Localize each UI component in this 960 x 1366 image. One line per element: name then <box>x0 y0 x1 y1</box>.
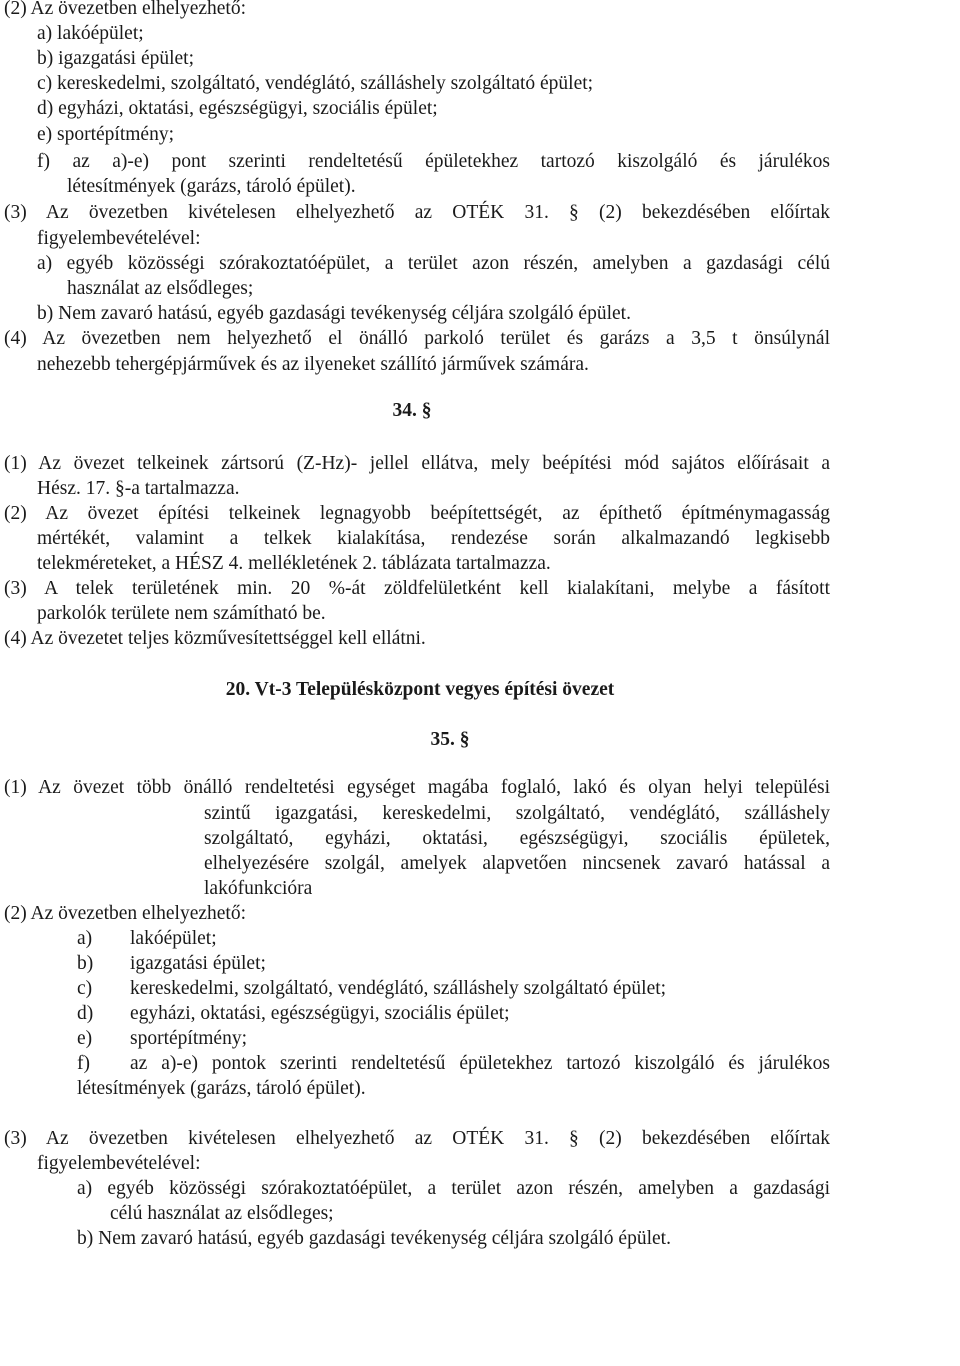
list-marker-b: b) <box>77 953 94 974</box>
list-marker-f: f) <box>77 1053 90 1074</box>
paragraph-2-cont: mértékét, valamint a telkek kialakítása, rendezése során alkalmazandó legkisebb <box>37 528 830 549</box>
paragraph-2-heading: (2) Az övezetben elhelyezhető: <box>4 0 247 19</box>
list-item-a: a) egyéb közösségi szórakoztatóépület, a terület azon részén, amelyben a gazdasági <box>77 1178 830 1199</box>
list-item-b: igazgatási épület; <box>130 953 266 974</box>
chapter-20-heading: 20. Vt-3 Településközpont vegyes építési övezet <box>225 679 615 700</box>
list-item-f: f) az a)-e) pont szerinti rendeltetésű épületekhez tartozó kiszolgáló és járulékos <box>37 151 830 172</box>
paragraph-3: (3) A telek területének min. 20 %-át zöldfelületként kell kialakítani, melybe a fásított <box>4 578 830 599</box>
paragraph-3-cont: parkolók területe nem számítható be. <box>37 603 326 624</box>
paragraph-1: (1) Az övezet telkeinek zártsorú (Z-Hz)- jellel ellátva, mely beépítési mód sajátos előírásait a <box>4 453 830 474</box>
paragraph-3-cont: figyelembevételével: <box>37 1153 201 1174</box>
list-marker-a: a) <box>77 928 93 949</box>
list-item-e: e) sportépítmény; <box>37 124 175 145</box>
list-item-d: egyházi, oktatási, egészségügyi, szociális épület; <box>130 1003 510 1024</box>
paragraph-1-cont: szintű igazgatási, kereskedelmi, szolgáltató, vendéglátó, szálláshely <box>204 803 830 824</box>
list-item-b: b) Nem zavaró hatású, egyéb gazdasági tevékenység céljára szolgáló épület. <box>37 303 631 324</box>
paragraph-1-cont: szolgáltató, egyházi, oktatási, egészségügyi, szociális épületek, <box>204 828 830 849</box>
paragraph-2-heading: (2) Az övezetben elhelyezhető: <box>4 903 247 924</box>
list-item-a-cont: használat az elsődleges; <box>67 278 254 299</box>
list-item-c: kereskedelmi, szolgáltató, vendéglátó, szálláshely szolgáltató épület; <box>130 978 667 999</box>
paragraph-3: (3) Az övezetben kivételesen elhelyezhető az OTÉK 31. § (2) bekezdésében előírtak <box>4 1128 830 1149</box>
paragraph-1-cont: elhelyezésére szolgál, amelyek alapvetően nincsenek zavaró hatással a <box>204 853 830 874</box>
list-item-a-cont: célú használat az elsődleges; <box>110 1203 334 1224</box>
paragraph-1-cont: Hész. 17. §-a tartalmazza. <box>37 478 240 499</box>
paragraph-2-cont: telekméreteket, a HÉSZ 4. mellékletének 2. táblázata tartalmazza. <box>37 553 551 574</box>
list-item-d: d) egyházi, oktatási, egészségügyi, szociális épület; <box>37 98 438 119</box>
paragraph-3-cont: figyelembevételével: <box>37 228 201 249</box>
section-35-heading: 35. § <box>430 729 470 750</box>
list-item-f-cont: létesítmények (garázs, tároló épület). <box>77 1078 366 1099</box>
paragraph-1-cont: lakófunkcióra <box>204 878 313 899</box>
list-item-a: lakóépület; <box>130 928 217 949</box>
list-marker-d: d) <box>77 1003 94 1024</box>
list-item-f-cont: létesítmények (garázs, tároló épület). <box>67 176 356 197</box>
paragraph-4-cont: nehezebb tehergépjárművek és az ilyeneket szállító járművek számára. <box>37 354 589 375</box>
section-34-heading: 34. § <box>392 400 432 421</box>
list-marker-c: c) <box>77 978 93 999</box>
paragraph-4: (4) Az övezetet teljes közművesítettséggel kell ellátni. <box>4 628 426 649</box>
list-item-f: az a)-e) pontok szerinti rendeltetésű épületekhez tartozó kiszolgáló és járulékos <box>130 1053 830 1074</box>
list-marker-e: e) <box>77 1028 93 1049</box>
paragraph-2: (2) Az övezet építési telkeinek legnagyobb beépítettségét, az építhető építménymagasság <box>4 503 830 524</box>
list-item-b: b) Nem zavaró hatású, egyéb gazdasági tevékenység céljára szolgáló épület. <box>77 1228 671 1249</box>
paragraph-1: (1) Az övezet több önálló rendeltetési egységet magába foglaló, lakó és olyan helyi települési <box>4 777 830 798</box>
list-item-a: a) egyéb közösségi szórakoztatóépület, a terület azon részén, amelyben a gazdasági célú <box>37 253 830 274</box>
list-item-b: b) igazgatási épület; <box>37 48 195 69</box>
paragraph-4: (4) Az övezetben nem helyezhető el önálló parkoló terület és garázs a 3,5 t önsúlynál <box>4 328 830 349</box>
paragraph-3: (3) Az övezetben kivételesen elhelyezhető az OTÉK 31. § (2) bekezdésében előírtak <box>4 202 830 223</box>
list-item-a: a) lakóépület; <box>37 23 144 44</box>
list-item-c: c) kereskedelmi, szolgáltató, vendéglátó, szálláshely szolgáltató épület; <box>37 73 594 94</box>
list-item-e: sportépítmény; <box>130 1028 247 1049</box>
